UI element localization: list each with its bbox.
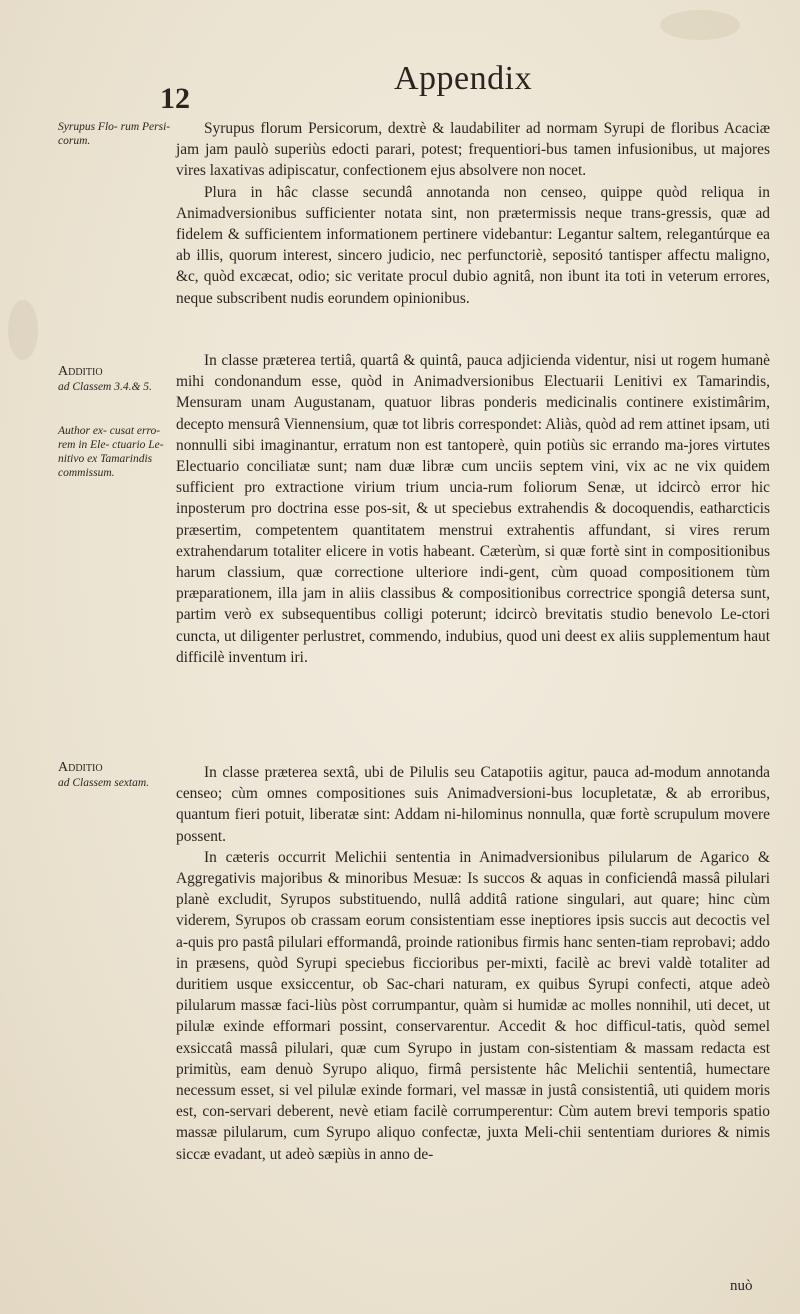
paragraph-syrupus: Syrupus florum Persicorum, dextrè & laudabiliter ad normam Syrupi de floribus Acaciæ jam jam paulò superiùs edocti parari, potest; frequentiori-bus tamen infusionibus, ut majores vires laxativas adipiscatur, confectionem ejus absolvere non nocet.	[176, 120, 770, 180]
margin-note-additio-3-5: Additio ad Classem 3.4.& 5.	[58, 364, 152, 393]
body-text	[176, 118, 770, 309]
running-head: Appendix	[394, 60, 533, 97]
page-number: 12	[160, 82, 190, 115]
paper-stain	[8, 300, 38, 360]
paragraph-classe-tertia: In classe præterea tertiâ, quartâ & quintâ, pauca adjicienda videntur, nisi ut rogem humanè mihi condonandum esse, quòd in Animadversionibus Electuarii Lenitivi ex Tamarindis, Mensuram unam Augustanam, quatuor libras ponderis medicinalis continere existimârim, decepto mensurâ Viennensium, quæ tot libris correspondet: Aliàs, quòd ad rem attinet ipsam, uti nonnulli sibi imaginantur, erratum non est tantoperè, quin potiùs sic errando ma-jores virtutes Electuario conciliatæ sunt; nam duæ libræ cum unciis septem vini, vix ac ne vix quidem sufficient pro extractione virium trium uncia-rum foliorum Senæ, ut idcircò error hic inposterum pro doctrina esse pos-sit, & ut speciebus extrahendis & docoquendis, eatharcticis præsertim, competentem quantitatem menstrui extrahentis affundant, si vires rerum extrahendarum totaliter elicere in votis habeant. Cæterùm, si quæ fortè sint in compositionibus harum classium, quæ correctione ulteriore indi-gent, cùm quoad compositionem tùm præparationem, illa jam in aliis classibus & compositionibus correctrice spongiâ detersa sunt, partim verò ex subsequentibus colligi poterunt; idcircò brevitatis studio benevolo Le-ctori cuncta, ut diligenter perlustret, commendo, indubius, quod uni deest ex aliis supplementum haut difficilè inventum iri.	[176, 352, 770, 666]
paper-stain	[660, 10, 740, 40]
paragraph-classe-sexta: In classe præterea sextâ, ubi de Pilulis seu Catapotiis agitur, pauca ad-modum annotanda censeo; cùm omnes compositiones suis Animadversioni-bus locupletatæ, & ab erroribus, quantum fieri potuit, liberatæ sint: Addam ni-hilominus nonnulla, quæ fortè scrupulum movere possent.	[176, 764, 770, 845]
margin-note-author: Author ex- cusat erro- rem in Ele- ctuario Le- nitivo ex Tamarindis commissum.	[58, 425, 164, 479]
margin-note-syrupus: Syrupus Flo- rum Persi- corum.	[58, 121, 171, 147]
catchword: nuò	[730, 1278, 753, 1294]
body-text-classes-3-5	[176, 350, 770, 668]
paragraph-melichii: In cæteris occurrit Melichii sententia in Animadversionibus pilularum de Agarico & Aggregativis majoribus & minoribus Mesuæ: Is succos & aquas in conficiendâ massâ pilulari planè excludit, Syrupos substituendo, nullâ additâ ratione singulari, aut quare; hinc cùm viderem, Syrupos ob crassam eorum consistentiam esse ineptiores ipsis succis aut decoctis vel a-quis pro pastâ pilulari efformandâ, proinde rationibus firmis hanc senten-tiam reprobavi; addo in præsens, quòd Syrupi speciebus ficcioribus per-mixti, facilè ac brevi valdè totaliter ad duritiem usque exsiccentur, ob Sac-chari naturam, ex quibus Syrupi confecti, atque adeò pilularum massæ faci-liùs pòst corrumpantur, quàm si humidæ ac molles nonnihil, uti decet, ut pilulæ exinde efformari possint, conservarentur. Accedit & hoc difficul-tatis, quòd semel exsiccatâ massâ pilulari, quæ cum Syrupo in justam con-sistentiam & massam redacta est primitùs, eam denuò Syrupo aliquo, firmâ persistente hâc Melichii sententiâ, humectare necessum esset, si vel pilulæ exinde formari, vel massæ in justâ consistentiâ, uti quidem moris est, con-servari deberent, nevè etiam facilè corrumperentur: Cùm autem brevi temporis spatio massæ pilularum, cum Syrupo aliquo confectæ, juxta Meli-chii sententiam duriores & nimis siccæ evadant, ut adeò sæpiùs in anno de-	[176, 848, 770, 1163]
body-text-classe-sexta	[176, 762, 770, 1165]
paragraph-classe-secunda: Plura in hâc classe secundâ annotanda non censeo, quippe quòd reliqua in Animadversionibus sufficienter notata sint, non prætermissis neque trans-gressis, quæ ad fidelem & sufficientem informationem pertinere videbantur: Legantur saltem, relegantúrque ea ab illis, quorum interest, sincero judicio, nec perfunctoriè, sepositó tantisper affectu maligno, &c, quòd excæcat, odio; sic veritate procul dubio agnitâ, non ibunt ita toti in veterum errores, neque subscribent nudis eorundem opinionibus.	[176, 183, 770, 307]
margin-note-additio-6: Additio ad Classem sextam.	[58, 760, 150, 789]
